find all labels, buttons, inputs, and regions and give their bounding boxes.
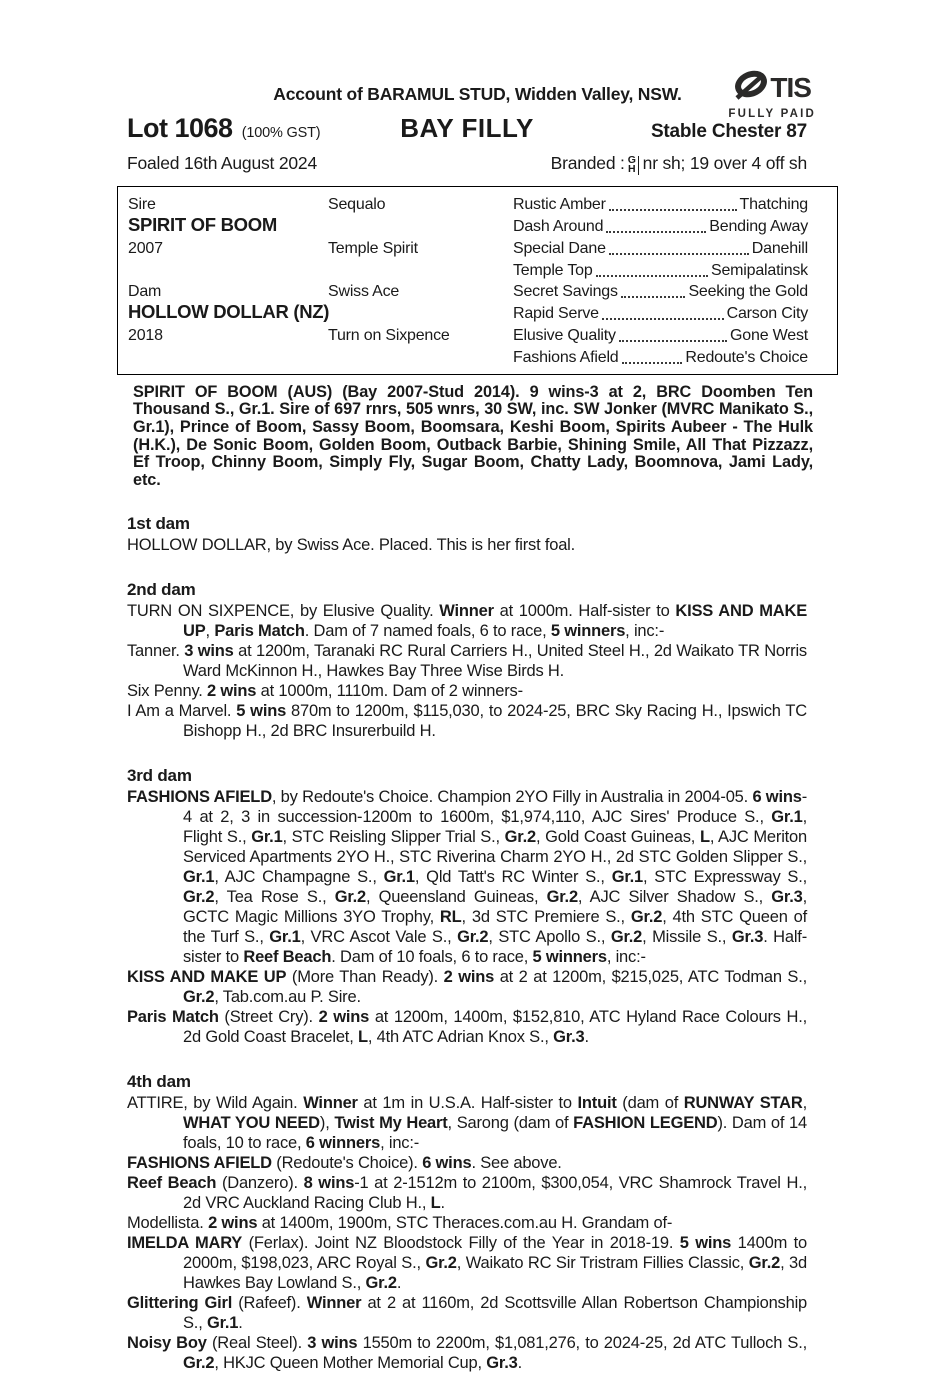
ancestor-sire: Redoute's Choice	[685, 348, 808, 366]
dam-dam-name: Turn on Sixpence	[328, 327, 450, 345]
page-content	[117, 84, 838, 1373]
dam-label: Dam	[128, 283, 162, 301]
ancestor-sire: Danehill	[751, 239, 808, 257]
pedigree-row	[118, 301, 837, 323]
great-grandparent-pair	[513, 240, 808, 258]
ancestor-sire: Thatching	[739, 196, 808, 214]
pedigree-paragraph: Glittering Girl (Rafeef). Winner at 2 at 1160m, 2d Scottsville Allan Robertson Championship S., Gr.1.	[127, 1294, 808, 1333]
pedigree-paragraph: I Am a Marvel. 5 wins 870m to 1200m, $115,030, to 2024-25, BRC Sky Racing H., Ipswich TC Bishopp H., 2d BRC Insurerbuild H.	[127, 702, 807, 741]
section-2nd-dam	[127, 580, 807, 741]
brand-mark-top: G	[627, 153, 636, 166]
pedigree-paragraph: Modellista. 2 wins at 1400m, 1900m, STC Theraces.com.au H. Grandam of-	[127, 1214, 673, 1233]
brand-mark	[627, 153, 639, 175]
section-4th-dam	[127, 1072, 807, 1373]
great-grandparent-pair	[513, 262, 808, 280]
dam-sections	[117, 514, 838, 1373]
dot-leader	[622, 362, 683, 364]
pedigree-row	[118, 193, 837, 215]
ancestor-name: Fashions Afield	[513, 348, 619, 366]
pedigree-paragraph: Paris Match (Street Cry). 2 wins at 1200m, 1400m, $152,810, ATC Hyland Race Colours H., 2d Gold Coast Bracelet, L, 4th ATC Adrian Knox S., Gr.3.	[127, 1008, 807, 1047]
brand-mark-bottom: H	[627, 163, 636, 175]
ancestor-name: Elusive Quality	[513, 327, 616, 345]
great-grandparent-pair	[513, 349, 808, 367]
section-3rd-dam	[127, 766, 807, 1047]
ancestor-name: Rapid Serve	[513, 305, 599, 323]
ancestor-sire: Gone West	[730, 327, 808, 345]
pedigree-row	[118, 323, 837, 345]
account-line: Account of BARAMUL STUD, Widden Valley, NSW.	[273, 84, 682, 104]
ancestor-name: Secret Savings	[513, 283, 618, 301]
section-heading: 1st dam	[127, 514, 190, 534]
qtis-tagline: FULLY PAID	[728, 108, 816, 120]
dot-leader	[596, 275, 708, 277]
great-grandparent-pair	[513, 218, 808, 236]
dot-leader	[621, 296, 686, 298]
great-grandparent-pair	[513, 305, 808, 323]
gst-note: (100% GST)	[241, 125, 321, 141]
pedigree-paragraph: Reef Beach (Danzero). 8 wins-1 at 2-1512m to 2100m, $300,054, VRC Shamrock Travel H., 2d VRC Auckland Racing Club H., L.	[127, 1174, 807, 1213]
dam-year: 2018	[128, 327, 163, 345]
pedigree-row	[118, 345, 837, 367]
great-grandparent-pair	[513, 283, 808, 301]
ancestor-name: Temple Top	[513, 261, 593, 279]
sire-year: 2007	[128, 239, 163, 257]
ancestor-name: Rustic Amber	[513, 196, 606, 214]
dot-leader	[602, 318, 724, 320]
ancestor-sire: Bending Away	[709, 218, 808, 236]
branded-info	[551, 153, 807, 175]
ancestor-sire: Semipalatinsk	[710, 261, 808, 279]
qtis-logo-text: TIS	[770, 72, 811, 103]
section-heading: 2nd dam	[127, 580, 196, 600]
ancestor-sire: Seeking the Gold	[688, 283, 808, 301]
lot-header-row	[117, 113, 838, 144]
pedigree-paragraph: Tanner. 3 wins at 1200m, Taranaki RC Rural Carriers H., United Steel H., 2d Waikato TR Norris Ward McKinnon H., Hawkes Bay Three Wise Birds H.	[127, 642, 807, 681]
pedigree-paragraph: ATTIRE, by Wild Again. Winner at 1m in U.S.A. Half-sister to Intuit (dam of RUNWAY STAR, WHAT YOU NEED), Twist My Heart, Sarong (dam of FASHION LEGEND). Dam of 14 foals, 10 to race, 6 winners, inc:-	[127, 1094, 807, 1153]
lot-and-gst	[127, 113, 400, 144]
damsire-name: Swiss Ace	[328, 283, 400, 301]
pedigree-paragraph: IMELDA MARY (Ferlax). Joint NZ Bloodstock Filly of the Year in 2018-19. 5 wins 1400m to 2000m, $198,023, ARC Royal S., Gr.2, Waikato RC Sir Tristram Fillies Classic, Gr.2, 3d Hawkes Bay Lowland S., Gr.2.	[127, 1234, 807, 1293]
great-grandparent-pair	[513, 196, 808, 214]
foaled-branded-row	[117, 153, 838, 175]
section-heading: 3rd dam	[127, 766, 192, 786]
pedigree-paragraph: FASHIONS AFIELD, by Redoute's Choice. Champion 2YO Filly in Australia in 2004-05. 6 wins-4 at 2, 3 in succession-1200m to 1600m, $1,974,110, AJC Sires' Produce S., Gr.1, Flight S., Gr.1, STC Reisling Slipper Trial S., Gr.2, Gold Coast Guineas, L, AJC Meriton Serviced Apartments 2YO H., STC Riverina Charm 2YO H., 2d STC Golden Slipper S., Gr.1, AJC Champagne S., Gr.1, Qld Tatt's RC Winter S., Gr.1, STC Expressway S., Gr.2, Tea Rose S., Gr.2, Queensland Guineas, Gr.2, AJC Silver Shadow S., Gr.3, GCTC Magic Millions 3YO Trophy, RL, 3d STC Premiere S., Gr.2, 4th STC Queen of the Turf S., Gr.1, VRC Ascot Vale S., Gr.2, STC Apollo S., Gr.2, Missile S., Gr.3. Half-sister to Reef Beach. Dam of 10 foals, 6 to race, 5 winners, inc:-	[127, 788, 807, 967]
ancestor-sire: Carson City	[726, 305, 808, 323]
dot-leader	[609, 209, 737, 211]
stable-location: Stable Chester 87	[650, 121, 807, 142]
sire-name: SPIRIT OF BOOM	[128, 214, 277, 236]
great-grandparent-pair	[513, 327, 808, 345]
granddam-name: Temple Spirit	[328, 239, 418, 257]
pedigree-paragraph: Noisy Boy (Real Steel). 3 wins 1550m to 2200m, $1,081,276, to 2024-25, 2d ATC Tulloch S., Gr.2, HKJC Queen Mother Memorial Cup, Gr.3.	[127, 1334, 808, 1373]
grandsire-name: Sequalo	[328, 196, 386, 214]
branded-label: Branded :	[550, 153, 625, 173]
ancestor-name: Dash Around	[513, 218, 604, 236]
pedigree-row	[118, 236, 837, 258]
dot-leader	[606, 231, 706, 233]
ancestor-name: Special Dane	[513, 239, 606, 257]
dot-leader	[609, 253, 749, 255]
pedigree-paragraph: Six Penny. 2 wins at 1000m, 1110m. Dam of 2 winners-	[127, 682, 523, 701]
branded-description: nr sh; 19 over 4 off sh	[642, 153, 807, 173]
pedigree-paragraph: FASHIONS AFIELD (Redoute's Choice). 6 wins. See above.	[127, 1154, 562, 1173]
lot-number: Lot 1068	[127, 113, 233, 143]
section-1st-dam	[127, 514, 807, 555]
pedigree-paragraph: TURN ON SIXPENCE, by Elusive Quality. Winner at 1000m. Half-sister to KISS AND MAKE UP, Paris Match. Dam of 7 named foals, 6 to race, 5 winners, inc:-	[127, 602, 808, 641]
section-heading: 4th dam	[127, 1072, 191, 1092]
sire-summary-paragraph: SPIRIT OF BOOM (AUS) (Bay 2007-Stud 2014). 9 wins-3 at 2, BRC Doomben Ten Thousand S., Gr.1. Sire of 697 rnrs, 505 wnrs, 30 SW, inc. SW Jonker (MVRC Manikato S., Gr.1), Prince of Boom, Sassy Boom, Boomsara, Keshi Boom, Spirits Aubeer - The Hulk (H.K.), De Sonic Boom, Golden Boom, Outback Barbie, Shining Smile, All That Pizzazz, Ef Troop, Chinny Boom, Simply Fly, Sugar Boom, Chatty Lady, Boomnova, Jami Lady, etc.	[133, 382, 813, 489]
pedigree-paragraph: KISS AND MAKE UP (More Than Ready). 2 wins at 2 at 1200m, $215,025, ATC Todman S., Gr.2, Tab.com.au P. Sire.	[127, 968, 807, 1007]
foaled-date: Foaled 16th August 2024	[127, 153, 318, 173]
pedigree-row	[118, 214, 837, 236]
pedigree-row	[118, 258, 837, 280]
pedigree-paragraph: HOLLOW DOLLAR, by Swiss Ace. Placed. This is her first foal.	[127, 536, 576, 555]
dam-name: HOLLOW DOLLAR (NZ)	[128, 301, 330, 323]
pedigree-row	[118, 280, 837, 302]
sire-label: Sire	[128, 196, 156, 214]
horse-description: BAY FILLY	[400, 113, 534, 143]
pedigree-table	[117, 186, 838, 375]
dot-leader	[619, 340, 727, 342]
